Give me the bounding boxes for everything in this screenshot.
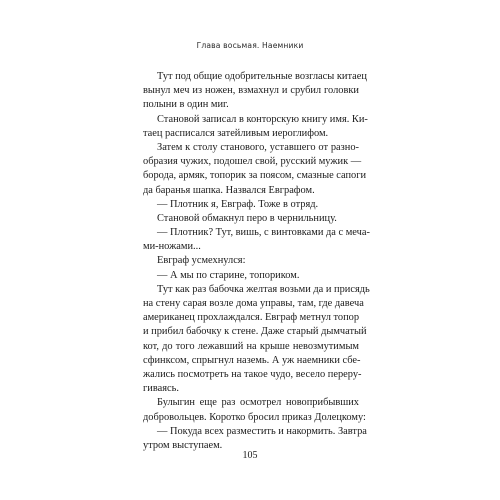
text-line: Тут как раз бабочка желтая возьми да и присядь: [157, 283, 370, 295]
text-line: сфинксом, спрыгнул наземь. А уж наемники сбе-: [143, 354, 361, 366]
text-line: американец прохлаждался. Евграф метнул топор: [143, 312, 360, 324]
text-line: на стену сарая возле дома управы, там, где давеча: [143, 298, 364, 309]
text-line: вынул меч из ножен, взмахнул и срубил головки: [143, 85, 359, 97]
text-line: борода, армяк, топорик за поясом, смазные сапоги: [143, 170, 367, 182]
text-line: ми-ножами...: [143, 241, 201, 253]
text-line: Булыгин еще раз осмотрел новоприбывших: [157, 397, 359, 409]
text-line: полыни в один миг.: [143, 99, 229, 111]
text-line: — Плотник я, Евграф. Тоже в отряд.: [157, 198, 319, 210]
text-line: — Плотник? Тут, вишь, с винтовками да с меча-: [157, 227, 370, 239]
text-line: Затем к столу станового, уставшего от разно-: [157, 141, 359, 153]
text-line: Тут под общие одобрительные возгласы китаец: [157, 71, 367, 82]
text-line: образия чужих, подошел свой, русский мужик —: [143, 156, 362, 168]
text-line: утром выступаем.: [143, 439, 223, 451]
text-line: таец расписался затейливым иероглифом.: [143, 127, 329, 139]
page-number: 105: [242, 450, 258, 461]
text-line: кот, до того лежавший на крыше невозмутимым: [143, 340, 359, 352]
text-line: добровольцев. Коротко бросил приказ Долецкому:: [143, 411, 366, 423]
text-line: Евграф усмехнулся:: [157, 255, 246, 267]
text-line: и прибил бабочку к стене. Даже старый дымчатый: [143, 326, 367, 338]
body-text: [143, 70, 370, 453]
text-line: гиваясь.: [143, 383, 179, 395]
text-line: да баранья шапка. Назвался Евграфом.: [143, 184, 315, 196]
text-line: жались посмотреть на такое чудо, весело переру-: [143, 368, 362, 380]
text-line: Становой обмакнул перо в чернильницу.: [157, 212, 337, 224]
text-line: — Покуда всех разместить и накормить. Завтра: [157, 425, 367, 437]
text-line: — А мы по старине, топориком.: [157, 269, 300, 281]
text-line: Становой записал в конторскую книгу имя. Ки-: [157, 113, 368, 125]
running-head: Глава восьмая. Наемники: [196, 41, 304, 50]
